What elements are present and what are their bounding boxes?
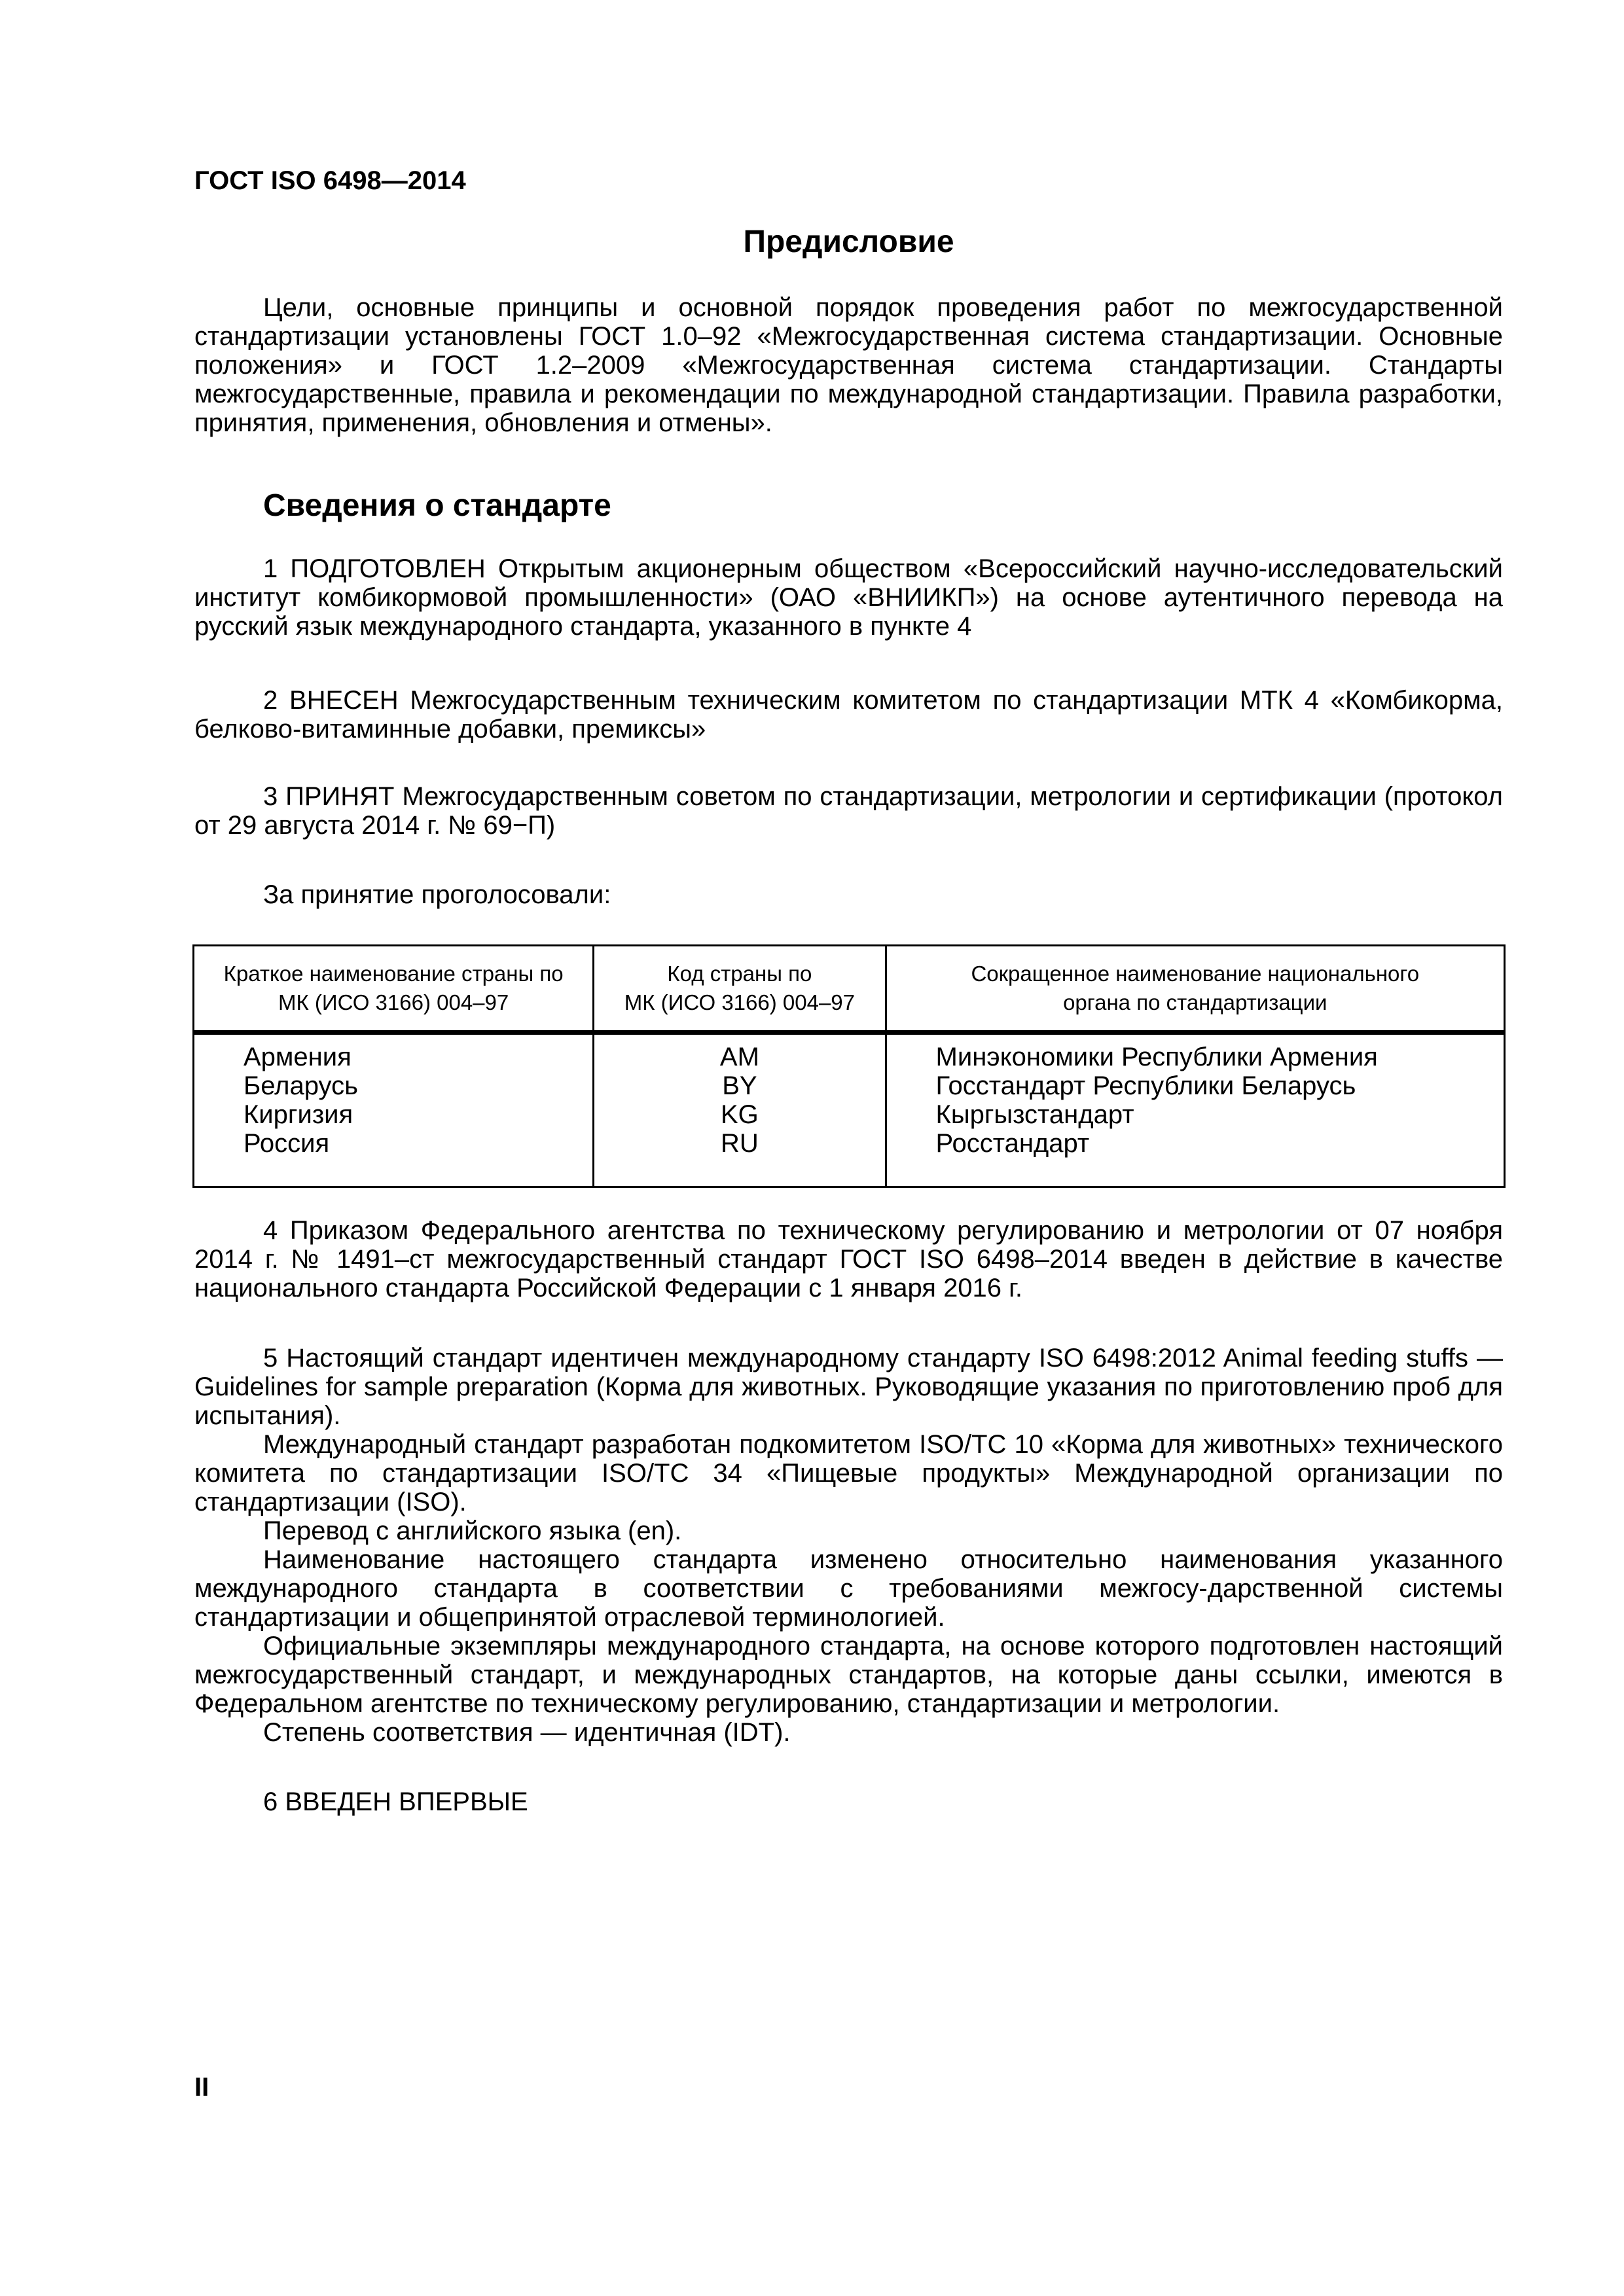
item-2-paragraph: 2 ВНЕСЕН Межгосударственным техническим комитетом по стандартизации МТК 4 «Комбикорма, белково-витаминные добавки, премиксы» — [194, 686, 1503, 744]
item-6-line: 6 ВВЕДЕН ВПЕРВЫЕ — [263, 1787, 528, 1816]
item-5-official-copies-paragraph: Официальные экземпляры международного стандарта, на основе которого подготовлен настоящий межгосударственный стандарт, и международных стандартов, на которые даны ссылки, имеются в Федеральном агентстве по техническому регулированию, стандартизации и метрологии. — [194, 1632, 1503, 1718]
standards-body: Минэкономики Республики Армения — [935, 1043, 1378, 1071]
page-title: Предисловие — [743, 224, 954, 259]
country-codes-cell — [594, 1033, 886, 1187]
country-code: BY — [722, 1071, 757, 1100]
item-5-committee-paragraph: Международный стандарт разработан подкомитетом ISO/TC 10 «Корма для животных» технического комитета по стандартизации ISO/TC 34 «Пищевые продукты» Международной организации по стандартизации (ISO). — [194, 1430, 1503, 1516]
country-code: KG — [721, 1100, 759, 1129]
document-header: ГОСТ ISO 6498—2014 — [194, 166, 466, 195]
item-5-translation-paragraph: Перевод с английского языка (en). — [263, 1516, 682, 1545]
table-header-row — [194, 946, 1505, 1033]
standards-bodies-cell — [886, 1033, 1504, 1187]
countries-table — [192, 944, 1506, 1188]
country-name: Россия — [244, 1129, 330, 1158]
standards-body: Госстандарт Республики Беларусь — [935, 1071, 1356, 1100]
item-5-paragraph: 5 Настоящий стандарт идентичен международному стандарту ISO 6498:2012 Animal feeding stuffs — Guidelines for sample preparation (Корма для животных. Руководящие указания по приготовлению проб для испытания). — [194, 1344, 1503, 1430]
voted-label: За принятие проголосовали: — [263, 880, 611, 909]
country-name: Беларусь — [244, 1071, 358, 1100]
standards-body: Росстандарт — [935, 1129, 1090, 1158]
item-4-paragraph: 4 Приказом Федерального агентства по техническому регулированию и метрологии от 07 ноября 2014 г. № 1491–ст межгосударственный стандарт ГОСТ ISO 6498–2014 введен в действие в качестве национального стандарта Российской Федерации с 1 января 2016 г. — [194, 1216, 1503, 1302]
country-code: RU — [721, 1129, 759, 1158]
intro-paragraph: Цели, основные принципы и основной порядок проведения работ по межгосударственной стандартизации установлены ГОСТ 1.0–92 «Межгосударственная система стандартизации. Основные положения» и ГОСТ 1.2–2009 «Межгосударственная система стандартизации. Стандарты межгосударственные, правила и рекомендации по международной стандартизации. Правила разработки, принятия, применения, обновления и отмены». — [194, 293, 1503, 437]
country-name: Киргизия — [244, 1100, 353, 1129]
item-1-paragraph: 1 ПОДГОТОВЛЕН Открытым акционерным обществом «Всероссийский научно-исследовательский институт комбикормовой промышленности» (ОАО «ВНИИКП») на основе аутентичного перевода на русский язык международного стандарта, указанного в пункте 4 — [194, 554, 1503, 641]
item-5-conformity-paragraph: Степень соответствия — идентичная (IDT). — [263, 1718, 791, 1747]
standards-body: Кыргызстандарт — [935, 1100, 1134, 1129]
country-names-cell — [194, 1033, 594, 1187]
page-number: II — [194, 2073, 209, 2102]
table-row — [194, 1033, 1505, 1187]
country-name: Армения — [244, 1043, 352, 1071]
header-country-name: Краткое наименование страны по МК (ИСО 3166) 004–97 — [194, 946, 594, 1033]
country-code: AM — [719, 1043, 759, 1071]
section-title: Сведения о стандарте — [263, 488, 611, 523]
item-3-paragraph: 3 ПРИНЯТ Межгосударственным советом по стандартизации, метрологии и сертификации (протокол от 29 августа 2014 г. № 69−П) — [194, 782, 1503, 840]
header-standards-body: Сокращенное наименование национального органа по стандартизации — [886, 946, 1504, 1033]
header-country-code: Код страны по МК (ИСО 3166) 004–97 — [594, 946, 886, 1033]
item-5-title-change-paragraph: Наименование настоящего стандарта изменено относительно наименования указанного международного стандарта в соответствии с требованиями межгосу-дарственной системы стандартизации и общепринятой отраслевой терминологией. — [194, 1545, 1503, 1632]
